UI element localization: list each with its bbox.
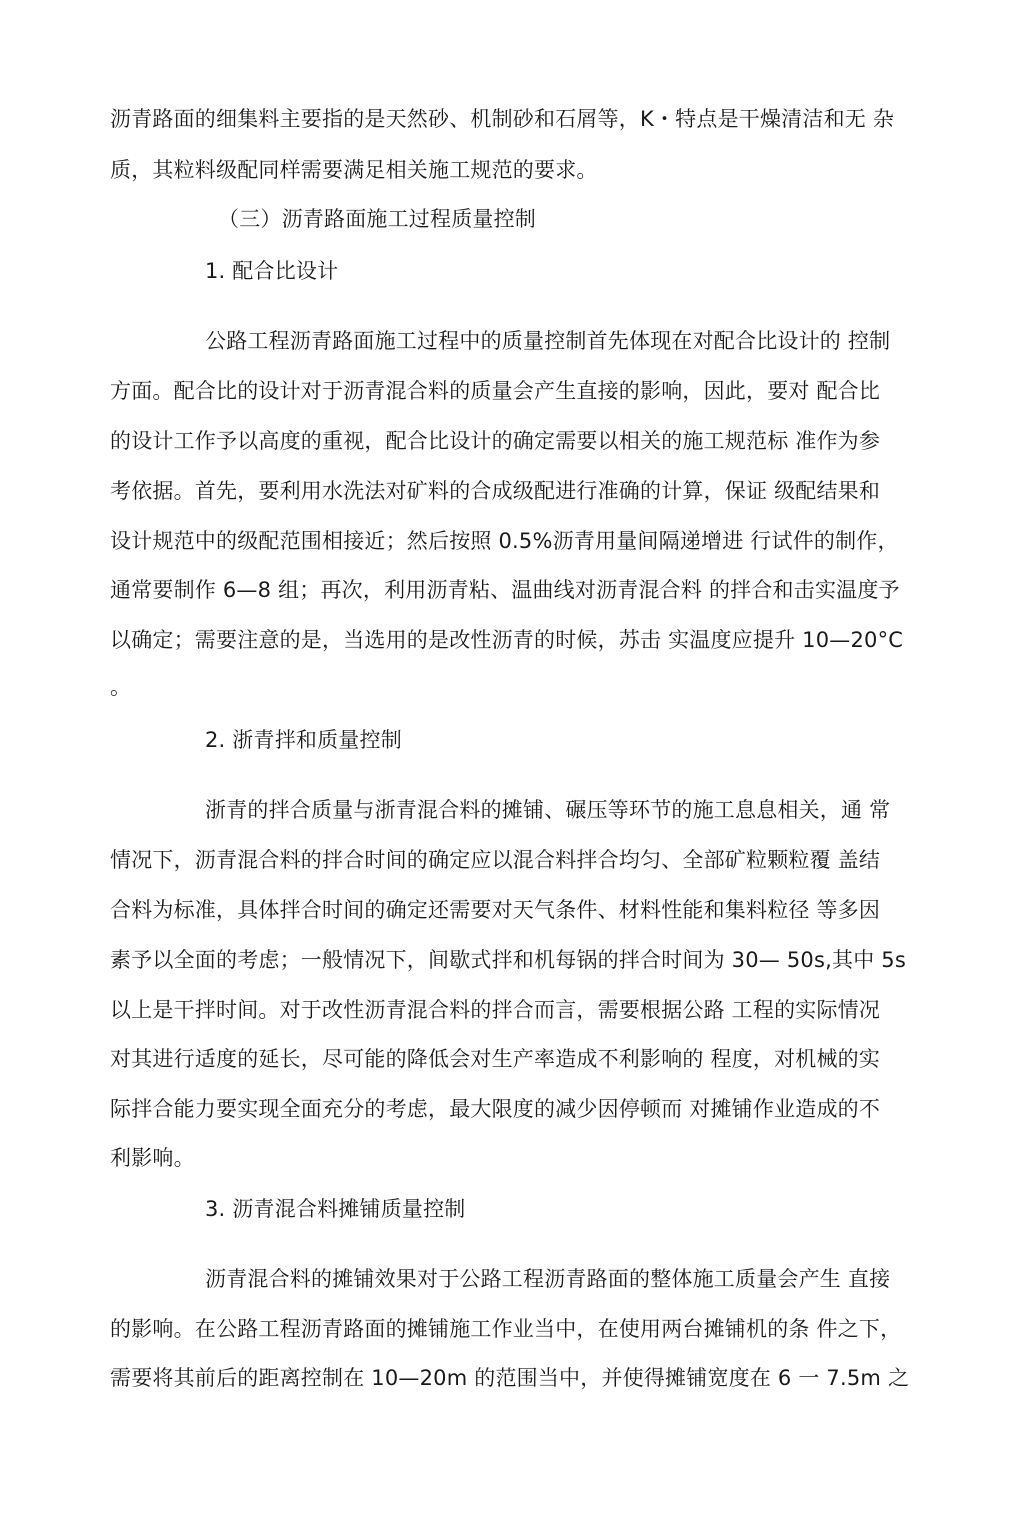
- paragraph-line: 素予以全面的考虑；一般情况下，间歇式拌和机每锅的拌合时间为 30— 50s,其中 5s: [110, 948, 906, 972]
- subsection-heading-2: 2. 浙青拌和质量控制: [205, 728, 402, 752]
- paragraph-line: 利影响。: [110, 1146, 195, 1170]
- paragraph-line: 际拌合能力要实现全面充分的考虑，最大限度的减少因停顿而 对摊铺作业造成的不: [110, 1097, 881, 1121]
- paragraph-line: 通常要制作 6—8 组；再次，利用沥青粘、温曲线对沥青混合料 的拌合和击实温度予: [110, 578, 900, 602]
- paragraph-line: 浙青的拌合质量与浙青混合料的摊铺、碾压等环节的施工息息相关，通 常: [205, 798, 891, 822]
- paragraph-line: 。: [110, 675, 132, 699]
- intro-line: 质，其粒料级配同样需要满足相关施工规范的要求。: [110, 158, 598, 182]
- subsection-heading-1: 1. 配合比设计: [205, 259, 339, 283]
- paragraph-line: 需要将其前后的距离控制在 10—20m 的范围当中，并使得摊铺宽度在 6 一 7.5m 之: [110, 1366, 910, 1390]
- paragraph-line: 的影响。在公路工程沥青路面的摊铺施工作业当中，在使用两台摊铺机的条 件之下，: [110, 1317, 902, 1341]
- paragraph-line: 情况下，沥青混合料的拌合时间的确定应以混合料拌合均匀、全部矿粒颗粒覆 盖结: [110, 848, 881, 872]
- paragraph-line: 沥青混合料的摊铺效果对于公路工程沥青路面的整体施工质量会产生 直接: [205, 1267, 891, 1291]
- paragraph-line: 合料为标准，具体拌合时间的确定还需要对天气条件、材料性能和集料粒径 等多因: [110, 898, 881, 922]
- paragraph-line: 以上是干拌时间。对于改性沥青混合料的拌合而言，需要根据公路 工程的实际情况: [110, 998, 881, 1022]
- paragraph-line: 设计规范中的级配范围相接近；然后按照 0.5%沥青用量间隔递增进 行试件的制作，: [110, 529, 899, 553]
- subsection-heading-3: 3. 沥青混合料摊铺质量控制: [205, 1197, 466, 1221]
- paragraph-line: 考依据。首先，要利用水洗法对矿料的合成级配进行准确的计算，保证 级配结果和: [110, 479, 881, 503]
- paragraph-line: 公路工程沥青路面施工过程中的质量控制首先体现在对配合比设计的 控制: [205, 329, 891, 353]
- paragraph-line: 对其进行适度的延长，尽可能的降低会对生产率造成不利影响的 程度，对机械的实: [110, 1047, 881, 1071]
- paragraph-line: 的设计工作予以高度的重视，配合比设计的确定需要以相关的施工规范标 准作为参: [110, 429, 881, 453]
- paragraph-line: 方面。配合比的设计对于沥青混合料的质量会产生直接的影响，因此，要对 配合比: [110, 379, 881, 403]
- section-heading: （三）沥青路面施工过程质量控制: [218, 207, 536, 231]
- paragraph-line: 以确定；需要注意的是，当选用的是改性沥青的时候，苏击 实温度应提升 10—20°C: [110, 628, 904, 652]
- intro-line: 沥青路面的细集料主要指的是天然砂、机制砂和石屑等，K・特点是干燥清洁和无 杂: [110, 107, 895, 131]
